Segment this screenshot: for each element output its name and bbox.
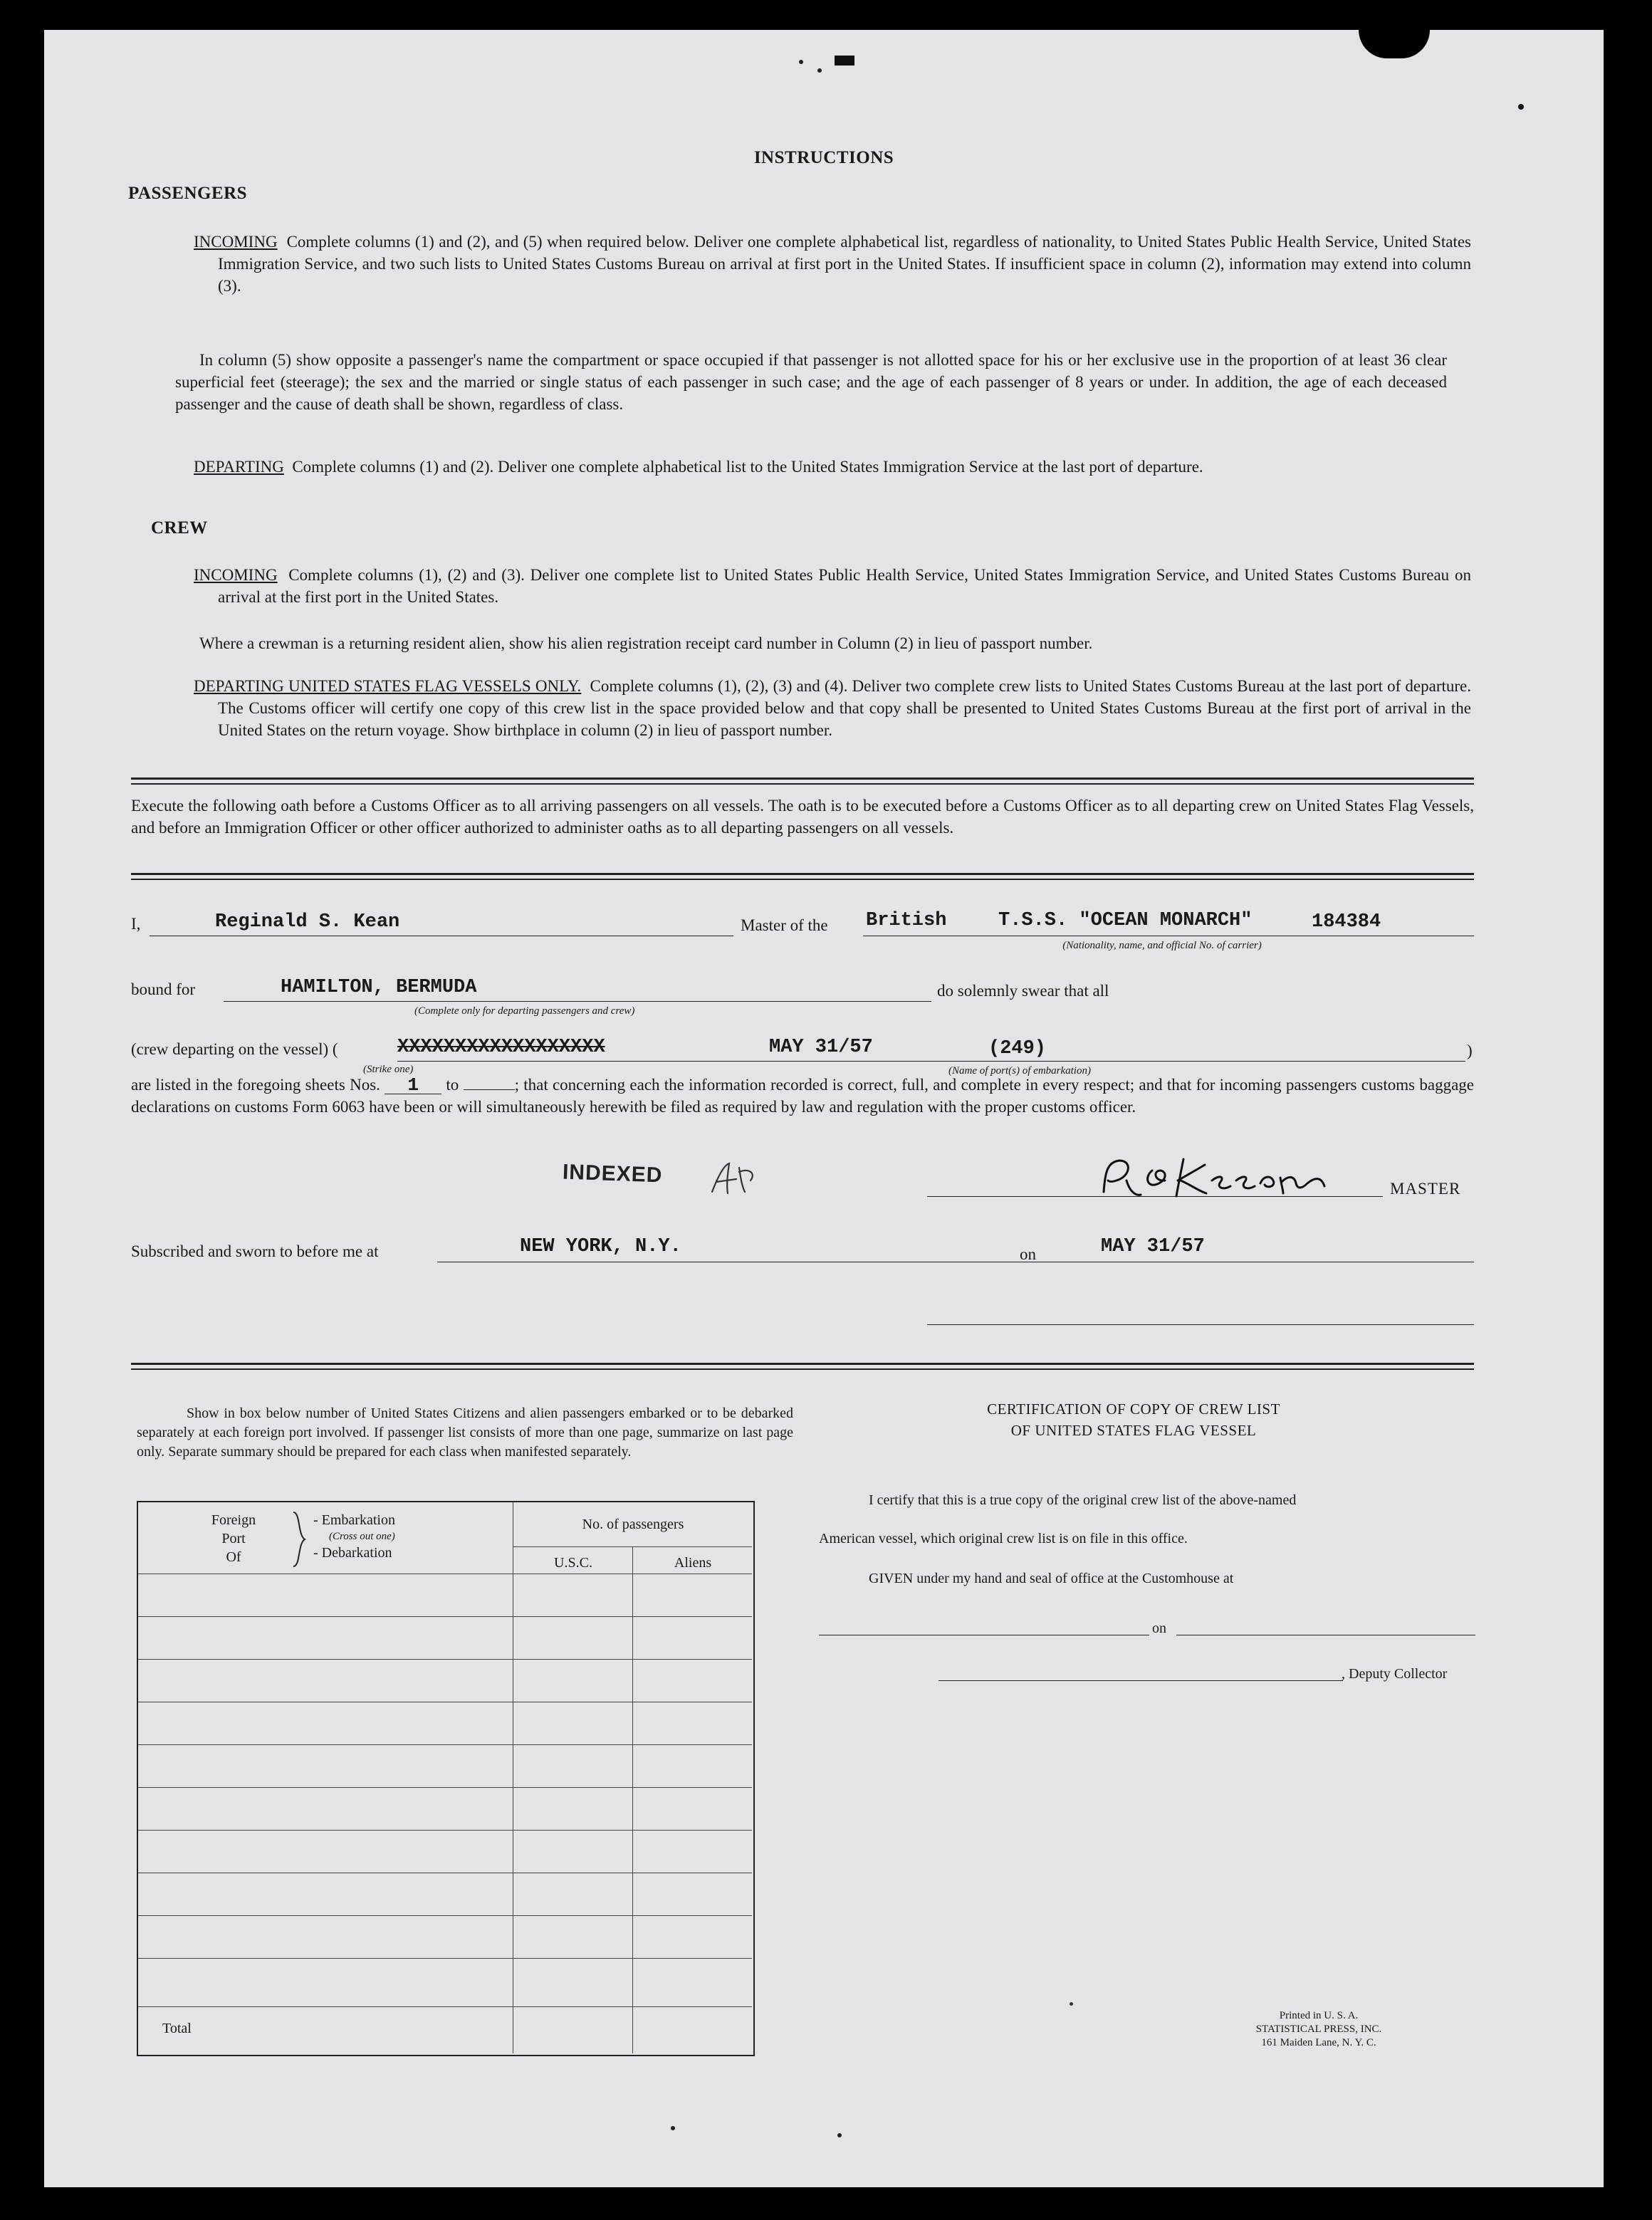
- deputy-collector-signature-line[interactable]: [939, 1680, 1343, 1681]
- oath-intro: Execute the following oath before a Customs Officer as to all arriving passengers on all vessels. The oath is to be executed before a Customs Officer as to all departing crew on United States Flag Vessels, and before an Immigration Officer or other officer authorized to administer oaths as to all departing passengers on all vessels.: [131, 797, 1474, 837]
- scan-speck: [837, 2133, 842, 2137]
- crew-incoming-paragraph: [194, 564, 1471, 608]
- passengers-departing-text: Complete columns (1) and (2). Deliver one complete alphabetical list to the United States Immigration Service at the last port of departure.: [292, 458, 1203, 476]
- crew-departing-paragraph: [194, 675, 1471, 741]
- port-embarkation-field[interactable]: (249): [988, 1038, 1047, 1059]
- usc-header: U.S.C.: [554, 1555, 592, 1571]
- table-row-line: [138, 1787, 752, 1788]
- passengers-departing-paragraph: [194, 456, 1471, 478]
- indexed-stamp: INDEXED: [562, 1160, 663, 1188]
- passengers-departing-label: DEPARTING: [194, 458, 284, 476]
- bound-for-field[interactable]: HAMILTON, BERMUDA: [281, 977, 477, 998]
- bound-for-label: bound for: [131, 980, 196, 998]
- master-signature: [1084, 1149, 1383, 1206]
- sworn-date-field[interactable]: MAY 31/57: [1101, 1236, 1205, 1257]
- struck-passengers-text: XXXXXXXXXXXXXXXXXX: [397, 1037, 605, 1058]
- embarkation-option[interactable]: - Embarkation: [313, 1512, 395, 1528]
- port-caption: (Name of port(s) of embarkation): [948, 1065, 1091, 1077]
- crew-departing-text: Complete columns (1), (2), (3) and (4). Deliver two complete crew lists to United States Customs Bureau at the last port of departure. The Customs officer will certify one copy of this crew list in the space provided below and that copy shall be presented to United States Customs Bureau at the first port of arrival in the United States on the return voyage. Show birthplace in column (2) in lieu of passport number.: [218, 677, 1471, 739]
- scan-speck: [1518, 104, 1524, 110]
- master-of-the-label: Master of the: [741, 916, 828, 934]
- crew-departing-label: DEPARTING UNITED STATES FLAG VESSELS ONLY.: [194, 677, 582, 695]
- table-subheader-line: [513, 1546, 752, 1547]
- carrier-caption: (Nationality, name, and official No. of carrier): [1062, 940, 1262, 951]
- passengers-incoming-label: INCOMING: [194, 233, 278, 251]
- divider-lower-top: [131, 1363, 1474, 1365]
- sheet-number-from-field[interactable]: 1: [385, 1077, 441, 1094]
- summary-instructions: Show in box below number of United States Citizens and alien passengers embarked or to be debarked separately at each foreign port involved. If passenger list consists of more than one page, summarize on last page only. Separate summary should be prepared for each class when manifested separately.: [137, 1405, 793, 1460]
- departure-date-field[interactable]: MAY 31/57: [769, 1037, 873, 1058]
- table-row-line: [138, 1744, 752, 1745]
- certify-line-2: American vessel, which original crew list is on file in this office.: [819, 1531, 1188, 1546]
- i-label: I,: [131, 915, 141, 933]
- subscribed-label: Subscribed and sworn to before me at: [131, 1242, 379, 1260]
- scan-speck: [835, 56, 854, 66]
- certify-line-1: I certify that this is a true copy of the original crew list of the above-named: [869, 1492, 1297, 1508]
- passengers-heading: PASSENGERS: [128, 184, 248, 203]
- divider-oath-bottom: [131, 879, 1474, 880]
- crew-incoming-text: Complete columns (1), (2) and (3). Deliver one complete list to United States Public Health Service, United States Immigration Service, and United States Customs Bureau on arrival at the first port in the United States.: [218, 566, 1472, 606]
- sheets-pre-text: are listed in the foregoing sheets Nos.: [131, 1076, 380, 1094]
- no-passengers-header: No. of passengers: [582, 1517, 684, 1532]
- scan-speck: [817, 68, 822, 73]
- given-text: GIVEN under my hand and seal of office at the Customhouse at: [869, 1571, 1234, 1586]
- instructions-heading: INSTRUCTIONS: [753, 148, 894, 167]
- crew-resident-paragraph: Where a crewman is a returning resident alien, show his alien registration receipt card number in Column (2) in lieu of passport number.: [199, 634, 1093, 652]
- foreign-word: Foreign: [211, 1512, 256, 1528]
- crew-departing-line: [397, 1061, 1465, 1062]
- indexed-initials-mark: [708, 1159, 765, 1199]
- brace-icon: [291, 1509, 308, 1569]
- table-row-line: [138, 1915, 752, 1916]
- sheets-paragraph: [131, 1074, 1474, 1118]
- printer-line-1: Printed in U. S. A.: [1279, 2010, 1359, 2021]
- aliens-header: Aliens: [674, 1555, 712, 1571]
- divider-double-top: [131, 777, 1474, 780]
- certification-heading-line-1: CERTIFICATION OF COPY OF CREW LIST: [987, 1400, 1280, 1418]
- sworn-on-label: on: [1020, 1245, 1036, 1263]
- printer-line-2: STATISTICAL PRESS, INC.: [1255, 2023, 1382, 2035]
- deputy-collector-label: , Deputy Collector: [1342, 1666, 1448, 1682]
- scan-speck: [799, 60, 803, 64]
- table-col-divider-2: [632, 1546, 633, 2053]
- passenger-summary-table: [137, 1501, 755, 2056]
- debarkation-option[interactable]: - Debarkation: [313, 1545, 392, 1561]
- scan-speck: [671, 2126, 675, 2130]
- of-word: Of: [226, 1549, 241, 1565]
- printer-line-3: 161 Maiden Lane, N. Y. C.: [1261, 2037, 1376, 2048]
- foreign-port-header: [205, 1511, 262, 1566]
- close-paren: ): [1467, 1042, 1473, 1059]
- printer-imprint: [1212, 2009, 1426, 2050]
- certification-heading-line-2: OF UNITED STATES FLAG VESSEL: [1010, 1422, 1257, 1439]
- table-row-line: [138, 1616, 752, 1617]
- strike-caption: (Strike one): [363, 1064, 414, 1075]
- sheets-to-label: to: [446, 1076, 459, 1094]
- table-row-line: [138, 1958, 752, 1959]
- certification-heading: [856, 1398, 1411, 1441]
- divider-oath-top: [131, 873, 1474, 875]
- divider-lower-bottom: [131, 1368, 1474, 1370]
- form-page: [44, 30, 1604, 2187]
- table-row-line: [138, 1659, 752, 1660]
- scan-speck: [1070, 2002, 1073, 2006]
- nationality-field[interactable]: British: [866, 910, 947, 931]
- passengers-incoming-text: Complete columns (1) and (2), and (5) when required below. Deliver one complete alphabetical list, regardless of nationality, to United States Public Health Service, United States Immigration Service, and two such lists to United States Customs Bureau on arrival at first port in the United States. If insufficient space in column (2), information may extend into column (3).: [218, 233, 1472, 295]
- officer-signature-line[interactable]: [927, 1324, 1474, 1325]
- bound-for-line: [224, 1001, 931, 1002]
- master-label: MASTER: [1390, 1180, 1461, 1198]
- sheets-post-text: ; that concerning each the information recorded is correct, full, and complete in every respect; and that for incoming passengers customs baggage declarations on customs Form 6063 have been or will simultaneously herewith be filed as required by law and regulation with the proper customs officer.: [131, 1076, 1474, 1116]
- certification-on-label: on: [1152, 1621, 1166, 1636]
- table-row-line: [138, 1830, 752, 1831]
- passengers-column5-paragraph: In column (5) show opposite a passenger's name the compartment or space occupied if that passenger is not allotted space for his or her exclusive use in the proportion of at least 36 clear superficial feet (steerage); the sex and the married or single status of each passenger in such case; and the age of each passenger of 8 years or under. In addition, the age of each deceased passenger and the cause of death shall be shown, regardless of class.: [175, 351, 1447, 413]
- crew-departing-label: (crew departing on the vessel) (: [131, 1040, 338, 1058]
- sworn-place-field[interactable]: NEW YORK, N.Y.: [520, 1236, 681, 1257]
- table-total-line: [138, 2006, 752, 2007]
- crew-incoming-label: INCOMING: [194, 566, 278, 584]
- passengers-incoming-paragraph: [194, 231, 1471, 297]
- sheet-number-to-field[interactable]: [464, 1075, 515, 1090]
- divider-double-bottom: [131, 783, 1474, 785]
- crew-heading: CREW: [151, 518, 208, 538]
- cross-out-caption: (Cross out one): [329, 1531, 395, 1542]
- total-label: Total: [162, 2021, 192, 2036]
- official-number-field[interactable]: 184384: [1312, 911, 1381, 933]
- master-name-field[interactable]: Reginald S. Kean: [215, 911, 400, 933]
- bound-caption: (Complete only for departing passengers and crew): [414, 1005, 635, 1017]
- scan-tear: [1359, 30, 1430, 58]
- swear-text: do solemnly swear that all: [937, 982, 1109, 1000]
- port-word: Port: [221, 1531, 246, 1546]
- vessel-name-field[interactable]: T.S.S. "OCEAN MONARCH": [998, 910, 1253, 931]
